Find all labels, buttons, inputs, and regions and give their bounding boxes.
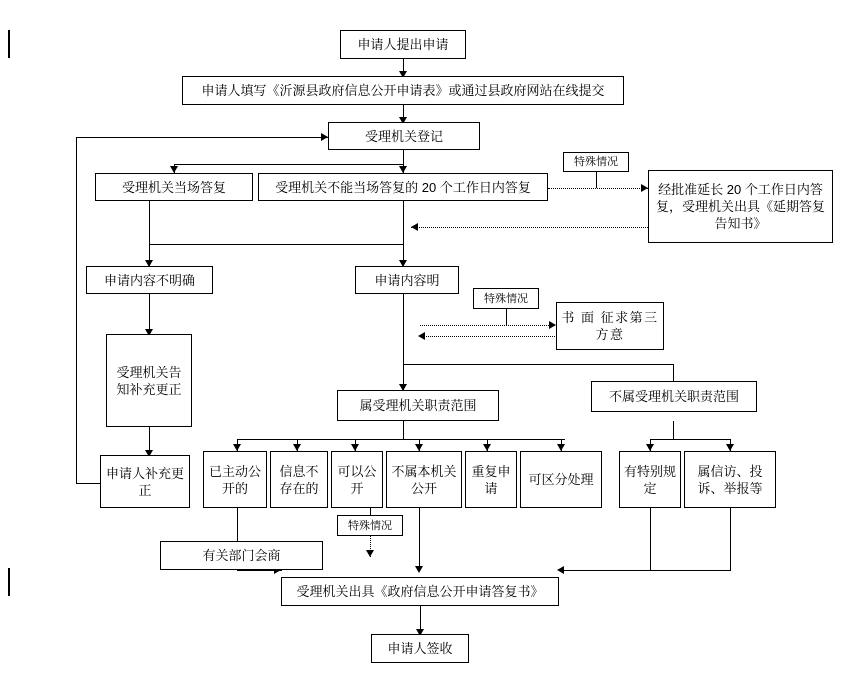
node-agency-notify-correction[interactable]: 受理机关告知补充更正 [106,334,192,427]
arrowhead-bus-n16 [233,444,241,451]
node-third-party-opinion[interactable]: 书 面 征求第三方意 [556,302,664,350]
connector-n15-loop-v [76,137,77,483]
connector-n5-n7-dotted [548,188,648,189]
arrowhead-n15-n3 [321,133,328,141]
connector-n19-down [419,508,420,570]
arrowhead-n24-n25 [366,550,374,557]
node-applicant-receives[interactable]: 申请人签收 [371,634,469,663]
page-edge-mark-bottom [8,568,10,596]
connector-n23-down [730,508,731,570]
arrowhead-n9-n11 [549,321,556,329]
arrowhead-n5-n7 [641,184,648,192]
connector-bus-horizontal [174,164,404,165]
node-request-unclear[interactable]: 申请内容不明确 [86,266,213,294]
arrowhead-bus-n22 [646,444,654,451]
connector-n22-down [650,508,651,570]
connector-n13-down [403,421,404,439]
arrowhead-bus-n20 [483,444,491,451]
node-out-of-scope[interactable]: 不属受理机关职责范围 [591,381,757,412]
connector-n5-down [403,201,404,244]
connector-n10-down [506,309,507,325]
node-already-public[interactable]: 已主动公开的 [203,451,267,508]
connector-n6-down [596,171,597,188]
node-request-clear[interactable]: 申请内容明 [355,266,459,294]
connector-n15-loop-h1 [76,483,100,484]
node-agency-register[interactable]: 受理机关登记 [328,122,480,150]
connector-n7-back-dotted [411,227,648,228]
arrowhead-right-n26 [557,566,564,574]
arrowhead-bus-n17 [293,444,301,451]
node-petition-complaint[interactable]: 属信访、投诉、举报等 [684,451,776,508]
node-20day-reply[interactable]: 受理机关不能当场答复的 20 个工作日内答复 [258,173,548,201]
connector-n11-back-dotted [420,336,555,337]
node-separable-handling[interactable]: 可区分处理 [520,451,602,508]
arrowhead-bus-n4 [170,166,178,173]
node-special-case-2[interactable]: 特殊情况 [473,288,539,309]
connector-n15-loop-h2 [76,137,328,138]
connector-n13-bus [237,439,565,440]
connector-n14-bus [650,439,730,440]
connector-n9-split-h [403,364,673,365]
node-special-case-3[interactable]: 特殊情况 [337,515,403,536]
arrowhead-n7-back [411,223,418,231]
connector-right-to-n26 [560,570,731,571]
connector-n14-down [673,421,674,439]
node-special-regulation[interactable]: 有特别规定 [619,451,681,508]
node-not-exist[interactable]: 信息不存在的 [270,451,328,508]
node-department-consultation[interactable]: 有关部门会商 [160,541,323,570]
arrowhead-bus-n18 [351,444,359,451]
connector-n9-down [403,294,404,364]
node-not-this-agency[interactable]: 不属本机关公开 [386,451,462,508]
arrowhead-n11-back [418,332,425,340]
node-extension-notice[interactable]: 经批准延长 20 个工作日内答复，受理机关出具《延期答复告知书》 [648,170,833,243]
arrowhead-bus-n5 [399,166,407,173]
page-edge-mark-top [8,30,10,58]
node-special-case-1[interactable]: 特殊情况 [563,152,629,172]
node-onsite-reply[interactable]: 受理机关当场答复 [95,173,253,201]
arrowhead-n19-n26 [415,566,423,573]
node-applicant-correct[interactable]: 申请人补充更正 [100,455,190,508]
node-applicant-submits[interactable]: 申请人提出申请 [340,30,466,59]
node-issue-reply-document[interactable]: 受理机关出具《政府信息公开申请答复书》 [281,577,559,606]
node-fill-form[interactable]: 申请人填写《沂源县政府信息公开申请表》或通过县政府网站在线提交 [182,76,624,105]
connector-n5-split-h [149,244,404,245]
node-within-scope[interactable]: 属受理机关职责范围 [337,390,499,421]
arrowhead-bus-n21 [557,444,565,451]
node-duplicate-request[interactable]: 重复申请 [465,451,517,508]
connector-n8-n12 [149,294,150,334]
arrowhead-bus-n23 [726,444,734,451]
arrowhead-bus-n19 [415,444,423,451]
node-can-disclose[interactable]: 可以公开 [331,451,383,508]
connector-n9-n11-dotted [420,325,555,326]
connector-n3-bus [403,150,404,164]
connector-n4-down [149,201,150,244]
